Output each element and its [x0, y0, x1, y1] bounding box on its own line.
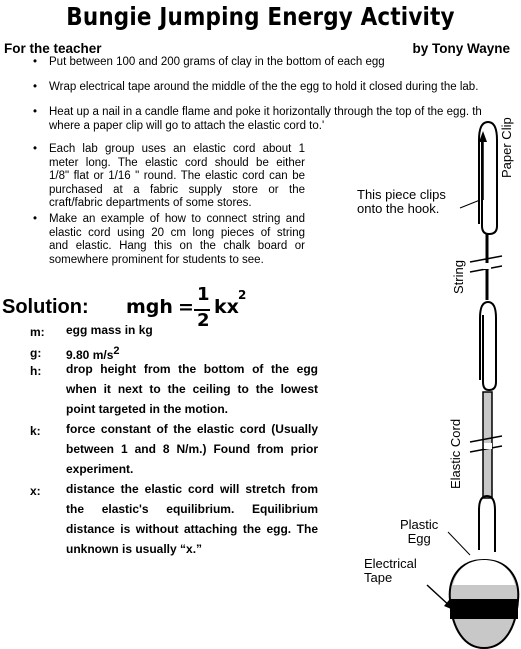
- clip-note-label: This piece clips onto the hook.: [357, 187, 446, 216]
- equation-exponent: 2: [238, 288, 247, 302]
- break-gap: [484, 443, 492, 449]
- bottom-paper-clip-icon: [479, 496, 495, 552]
- definition-key: m:: [30, 325, 45, 339]
- page-title: Bungie Jumping Energy Activity: [66, 2, 455, 31]
- instruction-text: Wrap electrical tape around the middle of the the egg to hold it closed during the lab.: [49, 81, 479, 93]
- definition-key: x:: [30, 484, 41, 498]
- instruction-text: Put between 100 and 200 grams of clay in the bottom of each egg: [49, 56, 385, 68]
- equation-lhs: mgh: [126, 296, 173, 318]
- definition-text: force constant of the elastic cord (Usually between 1 and 8 N/m.) Found from prior experiment.: [66, 422, 318, 476]
- hook-arrow-icon: [479, 131, 487, 200]
- fraction-numerator: 1: [197, 284, 210, 305]
- paper-clip-label: Paper Clip: [499, 117, 514, 178]
- instruction-text: somewhere prominent for students to see.: [49, 253, 264, 266]
- bullet-icon: •: [33, 56, 38, 68]
- equation-equals: =: [178, 296, 194, 318]
- instruction-text: purchased at a fabric supply store or the: [49, 183, 305, 196]
- solution-label: Solution:: [2, 296, 89, 318]
- electrical-tape-label: Electrical Tape: [364, 556, 417, 585]
- definition-key: g:: [30, 346, 42, 360]
- instruction-text: meter long. The elastic cord should be either: [49, 156, 305, 169]
- electrical-tape-band: [450, 599, 518, 619]
- instruction-text: 1/8" flat or 1/16 " round. The elastic cord can be: [49, 170, 305, 182]
- bullet-icon: •: [33, 81, 38, 93]
- instruction-text: where a paper clip will go to attach the elastic cord to.': [49, 119, 325, 132]
- definition-text: 9.80 $m/s^2$: [66, 345, 120, 362]
- equation-kx: kx: [214, 296, 239, 318]
- definition-key: k:: [30, 424, 41, 438]
- instruction-text: Make an example of how to connect string and: [49, 213, 305, 225]
- bullet-icon: •: [33, 213, 38, 225]
- definition-text: distance the elastic cord will stretch from the elastic's equilibrium. Equilibrium distance is without attaching the egg. The unknown is usually “x.”: [66, 482, 318, 556]
- definition-text: egg mass in kg: [66, 323, 153, 337]
- instruction-text: craft/fabric departments of some stores.: [49, 197, 252, 209]
- string-label: String: [451, 260, 466, 294]
- section-heading: For the teacher: [4, 41, 102, 56]
- instruction-text: Heat up a nail in a candle flame and poke it horizontally through the top of the egg. th: [49, 106, 482, 118]
- clip-note-pointer: [460, 200, 480, 208]
- fraction-denominator: 2: [197, 310, 210, 331]
- instruction-text: elastic cord using 20 cm long pieces of string: [49, 226, 305, 239]
- plastic-egg-icon: [450, 560, 518, 648]
- egg-pointer: [448, 532, 470, 555]
- author-credit: by Tony Wayne: [412, 41, 510, 56]
- plastic-egg-label: Plastic Egg: [400, 517, 439, 546]
- definition-key: h:: [30, 364, 42, 378]
- bullet-icon: •: [33, 106, 38, 118]
- instruction-text: Each lab group uses an elastic cord about 1: [49, 143, 305, 155]
- definition-text: drop height from the bottom of the egg when it next to the ceiling to the lowest point targeted in the motion.: [66, 362, 318, 416]
- middle-paper-clip-icon: [480, 302, 496, 390]
- elastic-cord-label: Elastic Cord: [448, 418, 463, 489]
- instruction-text: and elastic. Hang this on the chalk board or: [49, 240, 305, 252]
- bullet-icon: •: [33, 143, 38, 155]
- break-gap: [483, 263, 491, 269]
